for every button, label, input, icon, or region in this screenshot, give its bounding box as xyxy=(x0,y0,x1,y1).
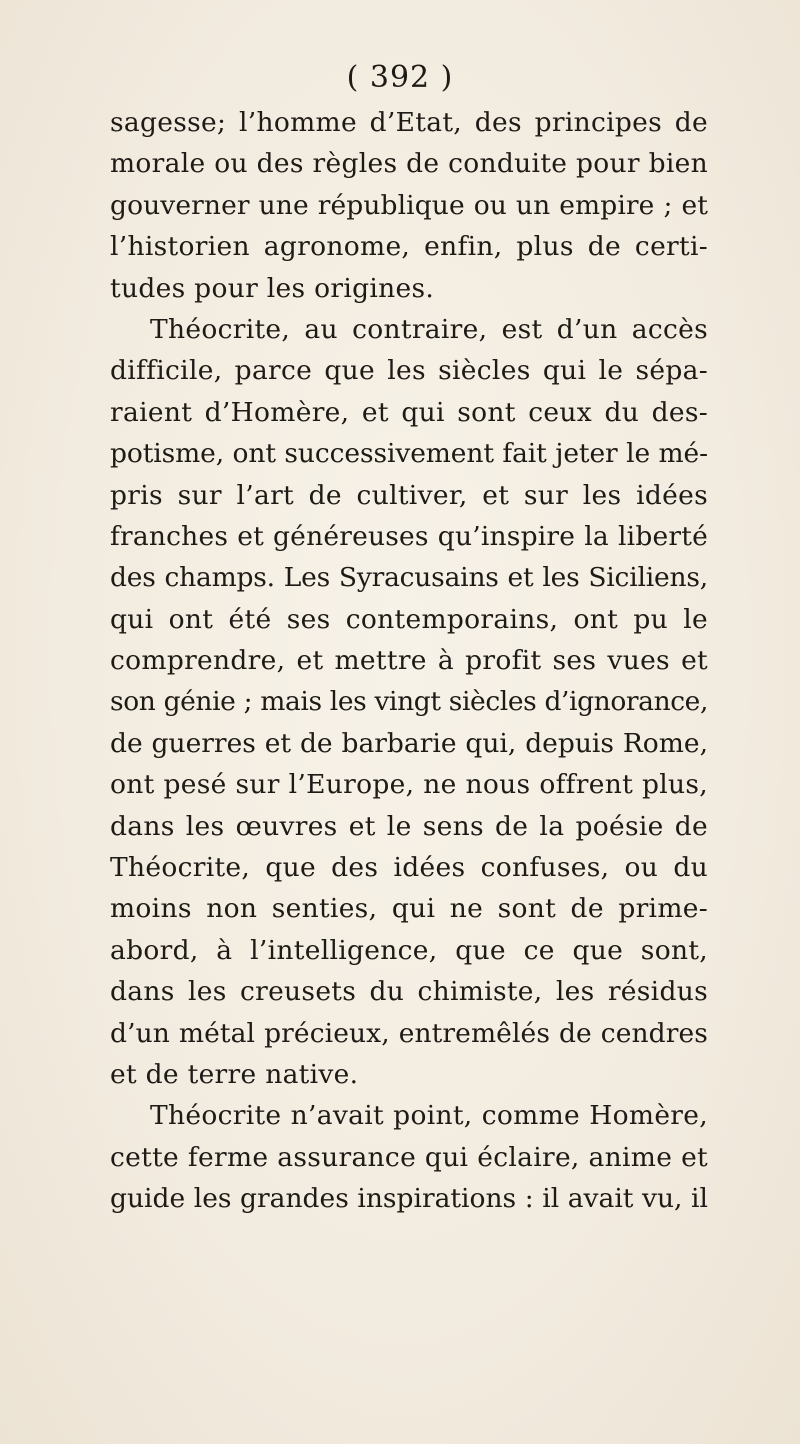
text-line: ont pesé sur l’Europe, ne nous offrent plus, xyxy=(110,769,708,801)
text-line: qui ont été ses contemporains, ont pu le xyxy=(110,603,708,635)
text-line: l’historien agronome, enfin, plus de certi- xyxy=(110,231,708,263)
text-line: son génie ; mais les vingt siècles d’ignorance, xyxy=(110,686,708,718)
text-line: d’un métal précieux, entremêlés de cendres xyxy=(110,1017,708,1049)
text-line: morale ou des règles de conduite pour bien xyxy=(110,148,708,180)
page-number: ( 392 ) xyxy=(346,60,454,95)
body-text xyxy=(110,102,708,1220)
text-line: dans les œuvres et le sens de la poésie de xyxy=(110,810,708,842)
text-line: gouverner une république ou un empire ; et xyxy=(110,189,708,221)
text-line: difficile, parce que les siècles qui le sépa- xyxy=(110,355,708,387)
text-line: des champs. Les Syracusains et les Siciliens, xyxy=(110,562,708,594)
text-line: potisme, ont successivement fait jeter le mé- xyxy=(110,438,708,470)
text-line: de guerres et de barbarie qui, depuis Rome, xyxy=(110,727,708,759)
paragraph-start-line: Théocrite, au contraire, est d’un accès xyxy=(150,313,708,345)
text-line: sagesse; l’homme d’Etat, des principes de xyxy=(110,107,708,138)
text-line: pris sur l’art de cultiver, et sur les idées xyxy=(110,479,708,511)
text-line: Théocrite, que des idées confuses, ou du xyxy=(110,852,708,884)
text-line: guide les grandes inspirations : il avait vu, il xyxy=(110,1183,708,1215)
text-line: moins non senties, qui ne sont de prime- xyxy=(110,893,708,925)
text-line: franches et généreuses qu’inspire la liberté xyxy=(110,520,708,552)
text-line: raient d’Homère, et qui sont ceux du des- xyxy=(110,396,708,428)
text-line: cette ferme assurance qui éclaire, anime et xyxy=(110,1141,708,1173)
text-line: dans les creusets du chimiste, les résidus xyxy=(110,976,708,1008)
text-line: abord, à l’intelligence, que ce que sont, xyxy=(110,934,708,966)
paragraph-start-line: Théocrite n’avait point, comme Homère, xyxy=(150,1100,708,1132)
text-line: comprendre, et mettre à profit ses vues et xyxy=(110,645,708,677)
text-line: tudes pour les origines. xyxy=(110,272,435,304)
text-line: et de terre native. xyxy=(110,1058,359,1090)
